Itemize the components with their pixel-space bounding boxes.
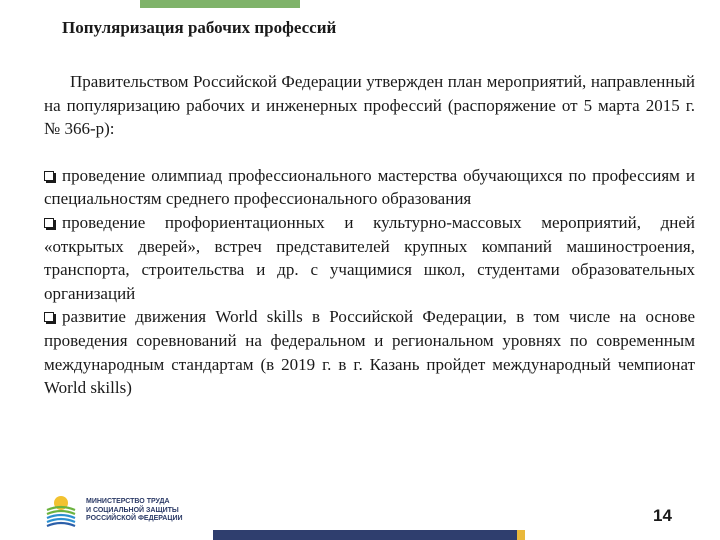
page-number: 14 — [653, 506, 672, 525]
bullet-text: проведение профориентационных и культурно-массовых мероприятий, дней «открытых дверей», встреч представителей крупных компаний машиностроения, транспорта, строительства и др. с учащимися школ, студентами образовательных организаций — [44, 212, 695, 303]
logo-line-1: МИНИСТЕРСТВО ТРУДА — [86, 498, 170, 505]
footer — [0, 480, 720, 540]
slide-title: Популяризация рабочих профессий — [62, 18, 337, 37]
footer-bar-accent — [517, 530, 525, 540]
intro-paragraph: Правительством Российской Федерации утвержден план мероприятий, направленный на популяризацию рабочих и инженерных профессий (распоряжение от 5 марта 2015 г. № 366-р): — [44, 72, 695, 139]
ministry-logo-text — [86, 498, 183, 524]
bullet-item — [44, 211, 695, 305]
checkbox-bullet-icon — [44, 218, 54, 228]
checkbox-bullet-icon — [44, 312, 54, 322]
bullet-text: проведение олимпиад профессионального мастерства обучающихся по профессиям и специальностям среднего профессионального образования — [44, 165, 695, 209]
slide-body — [44, 70, 695, 400]
footer-bar — [213, 530, 517, 540]
checkbox-bullet-icon — [44, 171, 54, 181]
bullet-text: развитие движения World skills в Российской Федерации, в том числе на основе проведения соревнований на федеральном и региональном уровнях по современным международным стандартам (в 2019 г. в г. Казань пройдет международный чемпионат World skills) — [44, 307, 695, 398]
bullet-item — [44, 305, 695, 399]
top-accent-bar — [140, 0, 300, 8]
ministry-logo-icon — [44, 494, 78, 530]
bullet-item — [44, 164, 695, 211]
logo-line-3: РОССИЙСКОЙ ФЕДЕРАЦИИ — [86, 515, 183, 522]
logo-line-2: И СОЦИАЛЬНОЙ ЗАЩИТЫ — [86, 506, 179, 514]
